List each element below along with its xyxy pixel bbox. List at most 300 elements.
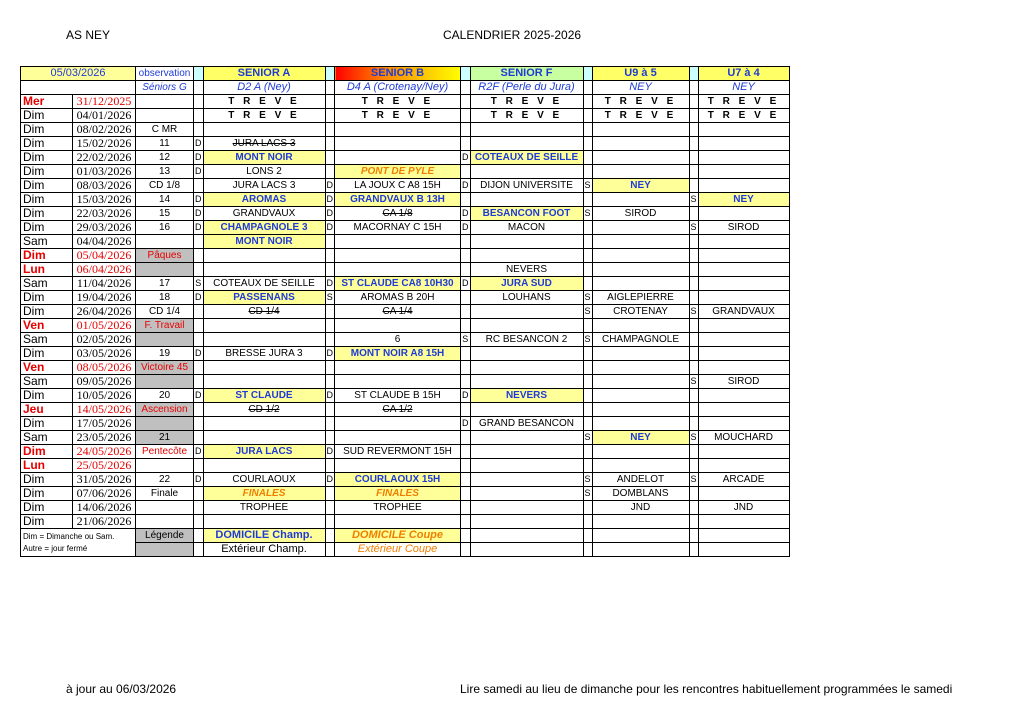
table-row bbox=[21, 445, 790, 459]
row-venue-marker: D bbox=[325, 389, 335, 403]
row-observation: 22 bbox=[136, 473, 194, 487]
row-senior-a-match bbox=[203, 333, 325, 347]
row-senior-a-match: CD 1/4 bbox=[203, 305, 325, 319]
row-venue-marker: D bbox=[325, 221, 335, 235]
table-row bbox=[21, 277, 790, 291]
row-venue-marker bbox=[325, 151, 335, 165]
row-date: 31/12/2025 bbox=[73, 95, 136, 109]
row-senior-f-match bbox=[470, 403, 583, 417]
row-venue-marker: S bbox=[689, 431, 698, 445]
row-observation: Ascension bbox=[136, 403, 194, 417]
row-observation: Pentecôte bbox=[136, 445, 194, 459]
row-day: Dim bbox=[21, 487, 73, 501]
row-observation bbox=[136, 417, 194, 431]
row-u7-match bbox=[698, 515, 789, 529]
row-venue-marker bbox=[325, 235, 335, 249]
row-venue-marker: S bbox=[689, 375, 698, 389]
row-day: Dim bbox=[21, 109, 73, 123]
row-venue-marker bbox=[325, 431, 335, 445]
row-venue-marker bbox=[689, 501, 698, 515]
row-venue-marker: S bbox=[583, 431, 592, 445]
row-u7-match: NEY bbox=[698, 193, 789, 207]
row-venue-marker: D bbox=[194, 291, 204, 305]
row-venue-marker bbox=[461, 95, 471, 109]
row-venue-marker bbox=[194, 319, 204, 333]
row-venue-marker: D bbox=[461, 207, 471, 221]
row-observation: 12 bbox=[136, 151, 194, 165]
row-day: Dim bbox=[21, 501, 73, 515]
row-venue-marker bbox=[325, 109, 335, 123]
row-observation: Victoire 45 bbox=[136, 361, 194, 375]
row-venue-marker bbox=[461, 473, 471, 487]
row-venue-marker: D bbox=[461, 221, 471, 235]
row-venue-marker: D bbox=[194, 347, 204, 361]
row-observation: 21 bbox=[136, 431, 194, 445]
header-observation: observation bbox=[136, 67, 194, 81]
row-venue-marker bbox=[194, 109, 204, 123]
row-venue-marker bbox=[583, 347, 592, 361]
row-venue-marker bbox=[583, 515, 592, 529]
table-row bbox=[21, 249, 790, 263]
row-u9-treve: T R E V E bbox=[592, 109, 689, 123]
row-day: Jeu bbox=[21, 403, 73, 417]
row-venue-marker bbox=[689, 417, 698, 431]
row-day: Dim bbox=[21, 151, 73, 165]
row-venue-marker bbox=[689, 207, 698, 221]
row-senior-a-match: JURA LACS bbox=[203, 445, 325, 459]
row-venue-marker: S bbox=[689, 193, 698, 207]
row-venue-marker bbox=[194, 361, 204, 375]
row-u9-match bbox=[592, 445, 689, 459]
row-senior-f-match: MACON bbox=[470, 221, 583, 235]
row-venue-marker bbox=[583, 123, 592, 137]
row-senior-f-match: NEVERS bbox=[470, 263, 583, 277]
row-senior-f-treve: T R E V E bbox=[470, 109, 583, 123]
row-day: Dim bbox=[21, 123, 73, 137]
row-senior-f-match bbox=[470, 347, 583, 361]
legend-label: Légende bbox=[136, 529, 194, 543]
row-senior-f-match bbox=[470, 487, 583, 501]
row-date: 14/06/2026 bbox=[73, 501, 136, 515]
row-venue-marker bbox=[194, 305, 204, 319]
row-senior-f-match: LOUHANS bbox=[470, 291, 583, 305]
row-observation: F. Travail bbox=[136, 319, 194, 333]
row-day: Sam bbox=[21, 277, 73, 291]
row-date: 15/03/2026 bbox=[73, 193, 136, 207]
row-venue-marker bbox=[194, 249, 204, 263]
row-u9-match: CHAMPAGNOLE bbox=[592, 333, 689, 347]
row-senior-a-match: CHAMPAGNOLE 3 bbox=[203, 221, 325, 235]
row-venue-marker bbox=[583, 221, 592, 235]
row-day: Sam bbox=[21, 235, 73, 249]
row-venue-marker bbox=[689, 515, 698, 529]
row-u7-match bbox=[698, 207, 789, 221]
row-date: 25/05/2026 bbox=[73, 459, 136, 473]
row-venue-marker bbox=[583, 95, 592, 109]
row-day: Dim bbox=[21, 165, 73, 179]
row-date: 14/05/2026 bbox=[73, 403, 136, 417]
row-date: 10/05/2026 bbox=[73, 389, 136, 403]
table-row bbox=[21, 109, 790, 123]
row-senior-a-match bbox=[203, 319, 325, 333]
row-u7-treve: T R E V E bbox=[698, 109, 789, 123]
row-senior-f-match bbox=[470, 319, 583, 333]
row-venue-marker: D bbox=[325, 473, 335, 487]
row-venue-marker bbox=[461, 235, 471, 249]
row-date: 08/02/2026 bbox=[73, 123, 136, 137]
row-date: 05/04/2026 bbox=[73, 249, 136, 263]
row-date: 23/05/2026 bbox=[73, 431, 136, 445]
row-senior-a-treve: T R E V E bbox=[203, 109, 325, 123]
row-day: Dim bbox=[21, 249, 73, 263]
row-venue-marker: D bbox=[194, 137, 204, 151]
row-venue-marker bbox=[194, 95, 204, 109]
row-venue-marker bbox=[461, 249, 471, 263]
row-senior-b-match bbox=[335, 263, 461, 277]
row-date: 26/04/2026 bbox=[73, 305, 136, 319]
row-venue-marker: S bbox=[583, 207, 592, 221]
table-row bbox=[21, 123, 790, 137]
row-date: 09/05/2026 bbox=[73, 375, 136, 389]
row-u9-match bbox=[592, 459, 689, 473]
row-u7-match bbox=[698, 361, 789, 375]
table-row bbox=[21, 319, 790, 333]
row-observation: 15 bbox=[136, 207, 194, 221]
row-venue-marker bbox=[583, 249, 592, 263]
row-u7-match: GRANDVAUX bbox=[698, 305, 789, 319]
row-venue-marker bbox=[583, 277, 592, 291]
row-venue-marker bbox=[325, 249, 335, 263]
row-senior-b-match: PONT DE PYLE bbox=[335, 165, 461, 179]
table-row bbox=[21, 207, 790, 221]
row-venue-marker bbox=[194, 179, 204, 193]
row-venue-marker bbox=[583, 193, 592, 207]
page-title: CALENDRIER 2025-2026 bbox=[443, 28, 582, 42]
row-u7-match: SIROD bbox=[698, 221, 789, 235]
row-venue-marker: S bbox=[583, 305, 592, 319]
row-venue-marker bbox=[461, 403, 471, 417]
row-venue-marker bbox=[325, 95, 335, 109]
header-senior-b-sub: D4 A (Crotenay/Ney) bbox=[335, 81, 461, 95]
row-senior-b-match: COURLAOUX 15H bbox=[335, 473, 461, 487]
row-day: Ven bbox=[21, 361, 73, 375]
row-observation bbox=[136, 109, 194, 123]
table-row bbox=[21, 403, 790, 417]
row-venue-marker bbox=[583, 263, 592, 277]
row-venue-marker bbox=[325, 375, 335, 389]
header-u7-sub: NEY bbox=[698, 81, 789, 95]
row-u9-match bbox=[592, 151, 689, 165]
row-u9-match: NEY bbox=[592, 179, 689, 193]
row-day: Dim bbox=[21, 207, 73, 221]
row-u9-match bbox=[592, 515, 689, 529]
row-date: 29/03/2026 bbox=[73, 221, 136, 235]
row-venue-marker bbox=[689, 361, 698, 375]
row-venue-marker bbox=[194, 123, 204, 137]
table-row bbox=[21, 431, 790, 445]
legend-notes bbox=[21, 529, 136, 557]
row-senior-f-match bbox=[470, 445, 583, 459]
row-senior-b-match: MONT NOIR A8 15H bbox=[335, 347, 461, 361]
row-date: 02/05/2026 bbox=[73, 333, 136, 347]
row-venue-marker bbox=[689, 333, 698, 347]
row-date: 17/05/2026 bbox=[73, 417, 136, 431]
row-observation: C MR bbox=[136, 123, 194, 137]
row-u7-match: MOUCHARD bbox=[698, 431, 789, 445]
row-day: Dim bbox=[21, 305, 73, 319]
row-venue-marker bbox=[689, 235, 698, 249]
table-row bbox=[21, 375, 790, 389]
row-senior-a-match: JURA LACS 3 bbox=[203, 137, 325, 151]
row-venue-marker bbox=[194, 459, 204, 473]
row-senior-a-match bbox=[203, 375, 325, 389]
row-day: Dim bbox=[21, 445, 73, 459]
row-venue-marker bbox=[194, 263, 204, 277]
row-day: Dim bbox=[21, 221, 73, 235]
row-venue-marker: S bbox=[689, 305, 698, 319]
row-venue-marker: D bbox=[325, 277, 335, 291]
row-venue-marker bbox=[689, 263, 698, 277]
row-venue-marker bbox=[194, 333, 204, 347]
row-senior-a-match: AROMAS bbox=[203, 193, 325, 207]
row-venue-marker bbox=[689, 389, 698, 403]
table-row bbox=[21, 221, 790, 235]
row-venue-marker bbox=[689, 319, 698, 333]
footer-note: Lire samedi au lieu de dimanche pour les rencontres habituellement programmées le samedi bbox=[460, 682, 953, 696]
row-u9-match bbox=[592, 403, 689, 417]
row-venue-marker: S bbox=[194, 277, 204, 291]
row-u9-match: AIGLEPIERRE bbox=[592, 291, 689, 305]
row-venue-marker: S bbox=[461, 333, 471, 347]
row-day: Lun bbox=[21, 459, 73, 473]
row-venue-marker bbox=[325, 333, 335, 347]
row-venue-marker bbox=[689, 137, 698, 151]
row-date: 07/06/2026 bbox=[73, 487, 136, 501]
row-observation: 19 bbox=[136, 347, 194, 361]
row-senior-f-match bbox=[470, 515, 583, 529]
row-u9-match bbox=[592, 137, 689, 151]
row-senior-f-match bbox=[470, 305, 583, 319]
row-date: 04/04/2026 bbox=[73, 235, 136, 249]
row-observation: CD 1/4 bbox=[136, 305, 194, 319]
row-venue-marker bbox=[461, 319, 471, 333]
row-observation bbox=[136, 375, 194, 389]
row-senior-b-match: GRANDVAUX B 13H bbox=[335, 193, 461, 207]
row-date: 21/06/2026 bbox=[73, 515, 136, 529]
header-observation-sub: Séniors G bbox=[136, 81, 194, 95]
row-u7-treve: T R E V E bbox=[698, 95, 789, 109]
row-date: 24/05/2026 bbox=[73, 445, 136, 459]
row-venue-marker bbox=[689, 459, 698, 473]
row-venue-marker bbox=[583, 151, 592, 165]
row-senior-b-match: CA 1/8 bbox=[335, 207, 461, 221]
row-senior-b-match bbox=[335, 515, 461, 529]
table-row bbox=[21, 487, 790, 501]
legend-note-2: Autre = jour fermé bbox=[23, 543, 88, 553]
row-senior-b-match bbox=[335, 417, 461, 431]
row-u7-match bbox=[698, 487, 789, 501]
row-senior-f-match bbox=[470, 123, 583, 137]
table-row bbox=[21, 515, 790, 529]
row-senior-f-match bbox=[470, 361, 583, 375]
row-u7-match bbox=[698, 333, 789, 347]
row-venue-marker bbox=[325, 361, 335, 375]
row-venue-marker: D bbox=[461, 179, 471, 193]
row-venue-marker bbox=[325, 165, 335, 179]
row-venue-marker bbox=[194, 431, 204, 445]
row-senior-a-match: LONS 2 bbox=[203, 165, 325, 179]
row-venue-marker bbox=[461, 109, 471, 123]
row-date: 11/04/2026 bbox=[73, 277, 136, 291]
row-venue-marker bbox=[325, 123, 335, 137]
row-venue-marker bbox=[461, 305, 471, 319]
row-date: 08/05/2026 bbox=[73, 361, 136, 375]
row-venue-marker bbox=[461, 459, 471, 473]
row-senior-b-match bbox=[335, 319, 461, 333]
row-senior-f-match bbox=[470, 431, 583, 445]
row-senior-b-treve: T R E V E bbox=[335, 95, 461, 109]
row-senior-a-match bbox=[203, 459, 325, 473]
row-u7-match bbox=[698, 277, 789, 291]
row-venue-marker: D bbox=[194, 165, 204, 179]
row-day: Mer bbox=[21, 95, 73, 109]
row-senior-a-match: GRANDVAUX bbox=[203, 207, 325, 221]
row-senior-b-treve: T R E V E bbox=[335, 109, 461, 123]
legend-home-cup: DOMICILE Coupe bbox=[335, 529, 461, 543]
row-u9-match: CROTENAY bbox=[592, 305, 689, 319]
row-senior-b-match bbox=[335, 361, 461, 375]
row-observation: 11 bbox=[136, 137, 194, 151]
row-venue-marker bbox=[325, 137, 335, 151]
row-venue-marker bbox=[461, 487, 471, 501]
row-senior-a-match: FINALES bbox=[203, 487, 325, 501]
row-day: Dim bbox=[21, 347, 73, 361]
row-senior-b-match bbox=[335, 137, 461, 151]
legend-away-cup: Extérieur Coupe bbox=[335, 543, 461, 557]
row-venue-marker: D bbox=[194, 151, 204, 165]
row-venue-marker bbox=[689, 487, 698, 501]
row-venue-marker bbox=[689, 347, 698, 361]
row-venue-marker: D bbox=[194, 445, 204, 459]
row-u7-match bbox=[698, 235, 789, 249]
row-venue-marker bbox=[325, 501, 335, 515]
row-u7-match bbox=[698, 165, 789, 179]
row-u7-match bbox=[698, 291, 789, 305]
row-venue-marker bbox=[325, 319, 335, 333]
row-observation: 20 bbox=[136, 389, 194, 403]
row-u9-match: ANDELOT bbox=[592, 473, 689, 487]
row-senior-a-match: COTEAUX DE SEILLE bbox=[203, 277, 325, 291]
row-u9-match bbox=[592, 193, 689, 207]
row-venue-marker bbox=[325, 515, 335, 529]
row-u7-match bbox=[698, 459, 789, 473]
row-senior-a-treve: T R E V E bbox=[203, 95, 325, 109]
row-observation: 18 bbox=[136, 291, 194, 305]
row-observation bbox=[136, 333, 194, 347]
table-row bbox=[21, 263, 790, 277]
row-venue-marker: S bbox=[689, 473, 698, 487]
row-senior-b-match bbox=[335, 249, 461, 263]
row-venue-marker bbox=[325, 417, 335, 431]
row-venue-marker bbox=[461, 431, 471, 445]
row-u7-match: ARCADE bbox=[698, 473, 789, 487]
row-observation: 14 bbox=[136, 193, 194, 207]
table-row bbox=[21, 501, 790, 515]
row-venue-marker bbox=[583, 459, 592, 473]
row-senior-f-match bbox=[470, 235, 583, 249]
row-day: Sam bbox=[21, 431, 73, 445]
row-observation bbox=[136, 235, 194, 249]
row-u7-match: JND bbox=[698, 501, 789, 515]
row-senior-f-match bbox=[470, 459, 583, 473]
row-venue-marker: S bbox=[583, 473, 592, 487]
header-senior-a-sub: D2 A (Ney) bbox=[203, 81, 325, 95]
row-senior-b-match: ST CLAUDE CA8 10H30 bbox=[335, 277, 461, 291]
row-venue-marker: D bbox=[194, 389, 204, 403]
header-senior-f: SENIOR F bbox=[470, 67, 583, 81]
row-u7-match bbox=[698, 179, 789, 193]
row-venue-marker bbox=[583, 137, 592, 151]
row-venue-marker bbox=[461, 501, 471, 515]
row-venue-marker: D bbox=[325, 207, 335, 221]
table-row bbox=[21, 459, 790, 473]
row-venue-marker bbox=[194, 235, 204, 249]
row-day: Dim bbox=[21, 137, 73, 151]
row-venue-marker bbox=[689, 445, 698, 459]
row-date: 03/05/2026 bbox=[73, 347, 136, 361]
row-venue-marker bbox=[583, 417, 592, 431]
row-venue-marker bbox=[583, 501, 592, 515]
row-senior-f-match: DIJON UNIVERSITE bbox=[470, 179, 583, 193]
table-row bbox=[21, 165, 790, 179]
row-venue-marker: D bbox=[325, 445, 335, 459]
row-u9-match bbox=[592, 319, 689, 333]
row-senior-a-match: PASSENANS bbox=[203, 291, 325, 305]
row-venue-marker: S bbox=[583, 487, 592, 501]
row-date: 15/02/2026 bbox=[73, 137, 136, 151]
row-u9-match bbox=[592, 263, 689, 277]
row-date: 08/03/2026 bbox=[73, 179, 136, 193]
header-senior-a: SENIOR A bbox=[203, 67, 325, 81]
row-venue-marker bbox=[689, 151, 698, 165]
row-venue-marker bbox=[461, 165, 471, 179]
header-u9: U9 à 5 bbox=[592, 67, 689, 81]
row-day: Dim bbox=[21, 515, 73, 529]
row-u9-match bbox=[592, 123, 689, 137]
row-senior-b-match: FINALES bbox=[335, 487, 461, 501]
club-name: AS NEY bbox=[66, 28, 111, 42]
row-u9-match bbox=[592, 221, 689, 235]
table-row bbox=[21, 347, 790, 361]
row-senior-a-match bbox=[203, 431, 325, 445]
row-venue-marker: D bbox=[325, 347, 335, 361]
row-date: 19/04/2026 bbox=[73, 291, 136, 305]
row-u7-match bbox=[698, 263, 789, 277]
row-venue-marker bbox=[689, 291, 698, 305]
row-day: Dim bbox=[21, 193, 73, 207]
row-venue-marker bbox=[583, 165, 592, 179]
row-venue-marker: D bbox=[461, 417, 471, 431]
table-row bbox=[21, 291, 790, 305]
row-venue-marker bbox=[194, 375, 204, 389]
header-row-1 bbox=[21, 67, 790, 81]
row-venue-marker bbox=[325, 305, 335, 319]
row-day: Sam bbox=[21, 375, 73, 389]
row-u7-match bbox=[698, 137, 789, 151]
row-venue-marker: S bbox=[583, 333, 592, 347]
row-venue-marker bbox=[194, 417, 204, 431]
row-venue-marker bbox=[583, 375, 592, 389]
